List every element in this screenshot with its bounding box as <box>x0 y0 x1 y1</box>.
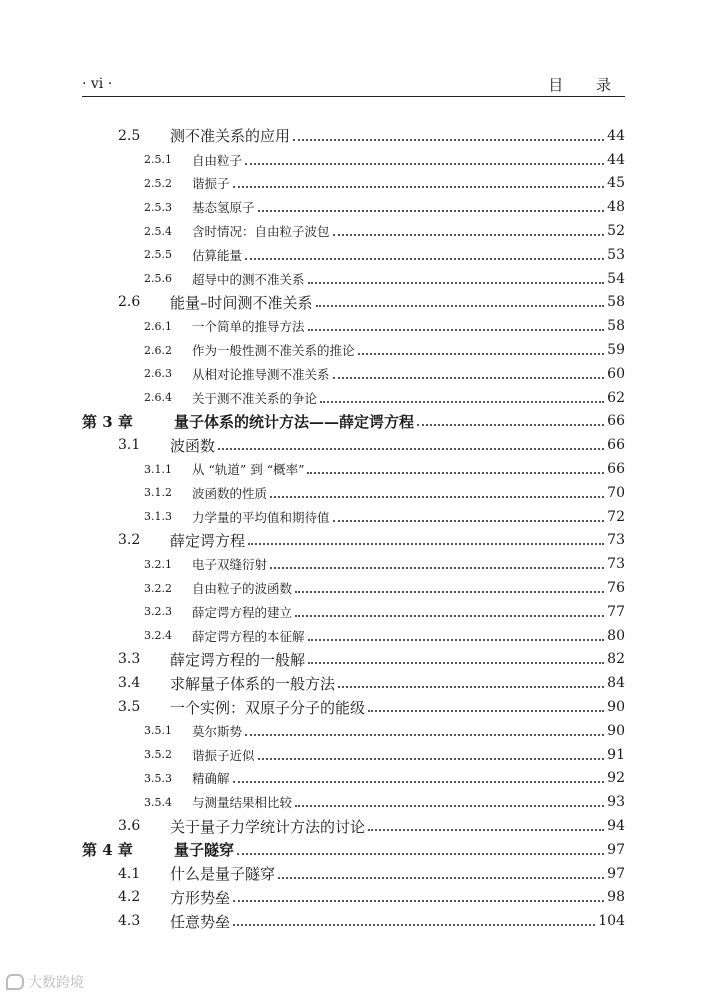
toc-entry-title: 莫尔斯势 <box>192 723 243 739</box>
dot-leader <box>308 282 604 284</box>
dot-leader <box>417 424 604 426</box>
toc-entry-number: 3.5 <box>118 699 141 716</box>
toc-entry-page: 104 <box>598 913 625 930</box>
toc-entry-subsection <box>82 148 625 172</box>
toc-entry-number: 2.5.2 <box>144 176 172 190</box>
toc-entry-subsection <box>82 743 625 767</box>
toc-entry-subsection <box>82 719 625 743</box>
toc-entry-number: 3.6 <box>118 818 141 834</box>
toc-entry-section <box>82 909 625 933</box>
toc-entry-section <box>82 671 625 695</box>
toc-entry-subsection <box>82 362 625 386</box>
watermark-text: 大数跨境 <box>28 975 84 991</box>
toc-entry-number: 3.2.3 <box>144 605 172 619</box>
toc-entry-section <box>82 886 625 910</box>
toc-entry-title: 薛定谔方程的一般解 <box>170 650 306 669</box>
toc-entry-number: 第 3 章 <box>82 412 133 431</box>
table-of-contents <box>82 124 625 933</box>
toc-entry-page: 97 <box>607 865 625 882</box>
toc-entry-page: 62 <box>607 389 625 406</box>
toc-entry-number: 3.1.2 <box>144 486 172 500</box>
toc-entry-subsection <box>82 552 625 576</box>
toc-entry-page: 94 <box>607 818 625 834</box>
toc-entry-page: 66 <box>607 413 625 430</box>
toc-entry-number: 4.1 <box>118 865 141 882</box>
toc-entry-subsection <box>82 172 625 196</box>
toc-entry-subsection <box>82 600 625 624</box>
toc-entry-page: 91 <box>607 746 625 763</box>
toc-entry-page: 73 <box>607 556 625 573</box>
toc-entry-page: 80 <box>607 627 625 644</box>
toc-entry-page: 73 <box>607 532 625 549</box>
toc-entry-number: 3.5.1 <box>144 724 172 738</box>
toc-entry-title: 一个简单的推导方法 <box>192 319 305 335</box>
dot-leader <box>295 591 604 593</box>
toc-entry-page: 54 <box>607 270 625 287</box>
toc-entry-section <box>82 124 625 148</box>
toc-entry-title: 方形势垒 <box>170 888 231 907</box>
chat-bubble-icon <box>6 974 24 990</box>
toc-entry-subsection <box>82 457 625 481</box>
toc-entry-subsection <box>82 481 625 505</box>
toc-entry-title: 求解量子体系的一般方法 <box>170 674 336 693</box>
toc-entry-title: 力学量的平均值和期待值 <box>192 509 330 525</box>
page-header <box>82 74 625 97</box>
toc-entry-subsection <box>82 576 625 600</box>
toc-entry-title: 估算能量 <box>192 247 243 263</box>
toc-entry-title: 测不准关系的应用 <box>170 127 291 146</box>
dot-leader <box>278 877 604 879</box>
toc-entry-title: 薛定谔方程的本征解 <box>192 628 305 644</box>
toc-entry-number: 3.2.2 <box>144 581 172 595</box>
toc-entry-title: 一个实例：双原子分子的能级 <box>170 698 366 717</box>
toc-entry-title: 量子体系的统计方法——薛定谔方程 <box>174 412 415 431</box>
toc-entry-number: 4.3 <box>118 913 141 930</box>
dot-leader <box>295 805 604 807</box>
toc-entry-number: 第 4 章 <box>82 841 133 860</box>
toc-entry-number: 2.5 <box>118 127 141 144</box>
toc-entry-section <box>82 862 625 886</box>
toc-entry-number: 2.6.3 <box>144 367 172 381</box>
dot-leader <box>258 210 604 212</box>
dot-leader <box>308 662 604 664</box>
toc-entry-number: 3.1 <box>118 437 141 454</box>
dot-leader <box>368 829 604 831</box>
dot-leader <box>308 329 604 331</box>
toc-entry-title: 自由粒子的波函数 <box>192 581 293 597</box>
toc-entry-title: 含时情况：自由粒子波包 <box>192 224 330 240</box>
toc-entry-page: 66 <box>607 461 625 478</box>
toc-entry-page: 59 <box>607 342 625 359</box>
toc-entry-subsection <box>82 767 625 791</box>
toc-entry-number: 2.5.1 <box>144 153 172 167</box>
toc-entry-title: 波函数 <box>170 436 216 455</box>
dot-leader <box>270 567 604 569</box>
toc-entry-title: 从相对论推导测不准关系 <box>192 366 330 382</box>
dot-leader <box>233 900 604 902</box>
toc-entry-page: 44 <box>607 127 625 144</box>
toc-entry-number: 2.6.4 <box>144 391 172 405</box>
toc-entry-page: 58 <box>607 294 625 311</box>
dot-leader <box>233 924 595 926</box>
toc-entry-subsection <box>82 790 625 814</box>
toc-entry-subsection <box>82 243 625 267</box>
toc-entry-title: 波函数的性质 <box>192 485 268 501</box>
toc-entry-title: 电子双缝衍射 <box>192 557 268 573</box>
dot-leader <box>316 305 604 307</box>
toc-entry-title: 任意势垒 <box>170 912 231 931</box>
toc-entry-subsection <box>82 624 625 648</box>
toc-entry-page: 58 <box>607 318 625 335</box>
toc-entry-section <box>82 291 625 315</box>
dot-leader <box>233 781 604 783</box>
toc-entry-page: 90 <box>607 699 625 716</box>
dot-leader <box>333 377 604 379</box>
toc-entry-number: 3.5.2 <box>144 748 172 762</box>
dot-leader <box>307 472 604 474</box>
toc-entry-subsection <box>82 314 625 338</box>
toc-entry-page: 92 <box>607 770 625 787</box>
dot-leader <box>338 686 604 688</box>
dot-leader <box>237 853 604 855</box>
toc-entry-number: 4.2 <box>118 889 141 906</box>
toc-entry-section <box>82 529 625 553</box>
dot-leader <box>293 139 604 141</box>
toc-entry-subsection <box>82 386 625 410</box>
toc-entry-chapter <box>82 410 625 434</box>
toc-entry-number: 2.5.5 <box>144 248 172 262</box>
toc-entry-section <box>82 433 625 457</box>
toc-entry-page: 60 <box>607 365 625 382</box>
toc-entry-number: 2.5.4 <box>144 224 172 238</box>
toc-entry-number: 3.2 <box>118 532 141 549</box>
toc-entry-page: 48 <box>607 199 625 216</box>
toc-entry-section <box>82 814 625 838</box>
dot-leader <box>358 353 604 355</box>
toc-entry-title: 能量–时间测不准关系 <box>170 293 313 312</box>
dot-leader <box>333 520 604 522</box>
dot-leader <box>295 615 604 617</box>
toc-entry-subsection <box>82 219 625 243</box>
toc-entry-number: 3.2.1 <box>144 557 172 571</box>
toc-entry-title: 作为一般性测不准关系的推论 <box>192 343 355 359</box>
toc-entry-chapter <box>82 838 625 862</box>
toc-entry-number: 3.5.3 <box>144 771 172 785</box>
toc-entry-title: 量子隧穿 <box>174 841 235 860</box>
toc-entry-number: 2.5.6 <box>144 272 172 286</box>
toc-entry-number: 2.6.1 <box>144 319 172 333</box>
page-title: 目 录 <box>548 76 625 94</box>
dot-leader <box>333 234 604 236</box>
toc-entry-number: 2.5.3 <box>144 200 172 214</box>
toc-entry-page: 53 <box>607 246 625 263</box>
toc-entry-number: 2.6 <box>118 294 141 311</box>
toc-entry-page: 44 <box>607 151 625 168</box>
toc-entry-title: 关于测不准关系的争论 <box>192 390 318 406</box>
toc-entry-section <box>82 695 625 719</box>
toc-entry-page: 93 <box>607 794 625 811</box>
dot-leader <box>258 758 604 760</box>
toc-entry-page: 70 <box>607 484 625 501</box>
dot-leader <box>270 496 604 498</box>
toc-entry-number: 3.4 <box>118 675 141 692</box>
toc-entry-title: 精确解 <box>192 771 230 787</box>
dot-leader <box>320 401 604 403</box>
toc-entry-number: 3.1.3 <box>144 510 172 524</box>
dot-leader <box>248 543 604 545</box>
toc-entry-page: 72 <box>607 508 625 525</box>
toc-entry-page: 45 <box>607 175 625 192</box>
toc-entry-title: 薛定谔方程 <box>170 531 246 550</box>
toc-entry-subsection <box>82 338 625 362</box>
watermark <box>6 972 84 992</box>
toc-entry-number: 3.3 <box>118 651 141 668</box>
toc-entry-title: 什么是量子隧穿 <box>170 865 276 884</box>
toc-entry-title: 薛定谔方程的建立 <box>192 604 293 620</box>
toc-entry-page: 66 <box>607 437 625 454</box>
dot-leader <box>308 639 604 641</box>
toc-entry-page: 98 <box>607 889 625 906</box>
toc-entry-title: 从 “轨道” 到 “概率” <box>192 462 305 478</box>
toc-entry-title: 基态氢原子 <box>192 200 255 216</box>
toc-entry-title: 谐振子近似 <box>192 747 255 763</box>
toc-entry-page: 82 <box>607 651 625 668</box>
toc-entry-section <box>82 648 625 672</box>
dot-leader <box>245 163 604 165</box>
toc-entry-title: 与测量结果相比较 <box>192 795 293 811</box>
toc-entry-page: 77 <box>607 603 625 620</box>
toc-entry-page: 76 <box>607 580 625 597</box>
toc-entry-page: 84 <box>607 675 625 692</box>
dot-leader <box>245 258 604 260</box>
toc-entry-title: 自由粒子 <box>192 152 243 168</box>
dot-leader <box>368 710 604 712</box>
toc-entry-subsection <box>82 267 625 291</box>
toc-entry-number: 3.1.1 <box>144 462 172 476</box>
toc-entry-number: 2.6.2 <box>144 343 172 357</box>
dot-leader <box>218 448 604 450</box>
dot-leader <box>233 186 604 188</box>
toc-entry-number: 3.2.4 <box>144 629 172 643</box>
page-number: · vi · <box>82 76 113 92</box>
toc-entry-page: 52 <box>607 223 625 240</box>
dot-leader <box>245 734 604 736</box>
toc-entry-title: 关于量子力学统计方法的讨论 <box>170 817 366 836</box>
toc-entry-title: 超导中的测不准关系 <box>192 271 305 287</box>
toc-entry-page: 97 <box>607 841 625 858</box>
toc-entry-subsection <box>82 505 625 529</box>
toc-entry-number: 3.5.4 <box>144 795 172 809</box>
toc-entry-title: 谐振子 <box>192 176 230 192</box>
toc-entry-page: 90 <box>607 722 625 739</box>
toc-entry-subsection <box>82 195 625 219</box>
